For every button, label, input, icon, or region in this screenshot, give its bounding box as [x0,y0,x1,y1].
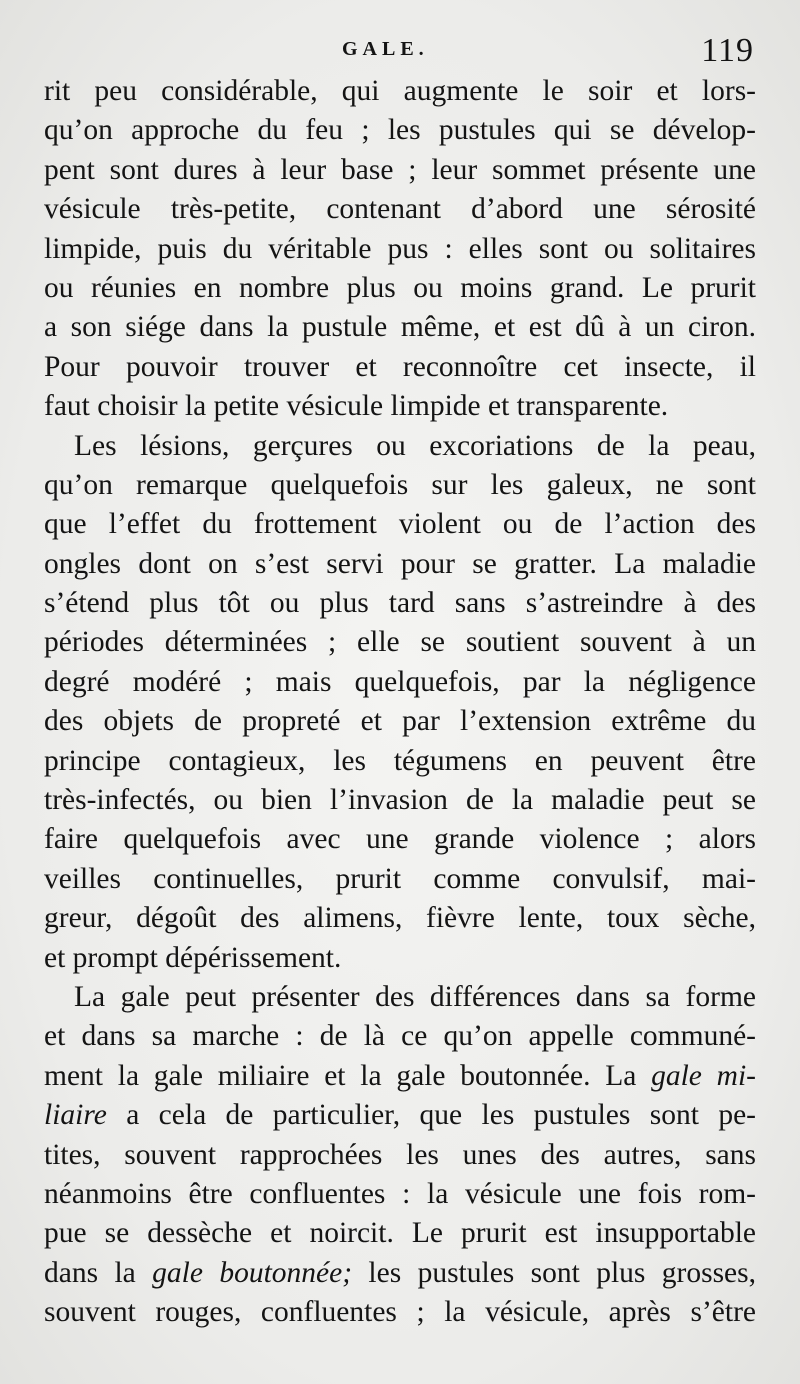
text-line: que l’effet du frottement violent ou de l’action des [44,508,756,541]
text-line: pue se dessèche et noircit. Le prurit est insupportable [44,1217,756,1250]
text-line: degré modéré ; mais quelquefois, par la négligence [44,665,756,698]
text-line [44,1254,756,1293]
page-number: 119 [701,32,754,69]
italic-term: gale boutonnée; [152,1256,353,1289]
text-line: principe contagieux, les tégumens en peuvent être [44,744,756,777]
text-line: La gale peut présenter des différences dans sa forme [74,980,756,1013]
text-run: ment la gale miliaire et la gale boutonnée. La [44,1059,652,1092]
text-line: périodes déterminées ; elle se soutient souvent à un [44,626,756,659]
text-run: a cela de particulier, que les pustules sont pe- [106,1099,756,1132]
text-line: ou réunies en nombre plus ou moins grand. Le prurit [44,271,756,304]
text-line: faire quelquefois avec une grande violence ; alors [44,823,756,856]
text-line [44,1096,756,1135]
text-line: qu’on approche du feu ; les pustules qui se dévelop- [44,114,756,147]
text-line: et prompt dépérissement. [44,941,342,974]
running-head [0,32,800,76]
text-line: veilles continuelles, prurit comme convulsif, mai- [44,862,756,895]
text-line: vésicule très-petite, contenant d’abord une sérosité [44,193,756,226]
text-line: limpide, puis du véritable pus : elles sont ou solitaires [44,232,756,265]
text-line: faut choisir la petite vésicule limpide et transparente. [44,390,669,423]
running-title: GALE. [342,38,429,60]
text-line: néanmoins être confluentes : la vésicule une fois rom- [44,1177,756,1210]
text-line: ongles dont on s’est servi pour se gratter. La maladie [44,547,756,580]
text-line: greur, dégoût des alimens, fièvre lente, toux sèche, [44,902,756,935]
text-line: pent sont dures à leur base ; leur sommet présente une [44,153,756,186]
italic-term: gale mi- [651,1059,756,1092]
italic-term: liaire [44,1099,107,1132]
text-line: Les lésions, gerçures ou excoriations de la peau, [74,429,756,462]
body-text [44,72,756,1333]
text-line: s’étend plus tôt ou plus tard sans s’astreindre à des [44,587,756,620]
text-line: très-infectés, ou bien l’invasion de la maladie peut se [44,784,756,817]
text-line: tites, souvent rapprochées les unes des autres, sans [44,1138,756,1171]
text-line: Pour pouvoir trouver et reconnoître cet insecte, il [44,350,756,383]
text-line: rit peu considérable, qui augmente le soir et lors- [44,75,756,107]
text-run: les pustules sont plus grosses, [352,1256,756,1289]
text-line: et dans sa marche : de là ce qu’on appelle communé- [44,1020,756,1053]
text-line: qu’on remarque quelquefois sur les galeux, ne sont [44,468,756,501]
text-line: des objets de propreté et par l’extension extrême du [44,705,756,738]
text-run: dans la [44,1256,153,1289]
text-line [44,1057,756,1096]
text-line: a son siége dans la pustule même, et est dû à un ciron. [44,311,756,344]
text-line: souvent rouges, confluentes ; la vésicule, après s’être [44,1296,756,1329]
